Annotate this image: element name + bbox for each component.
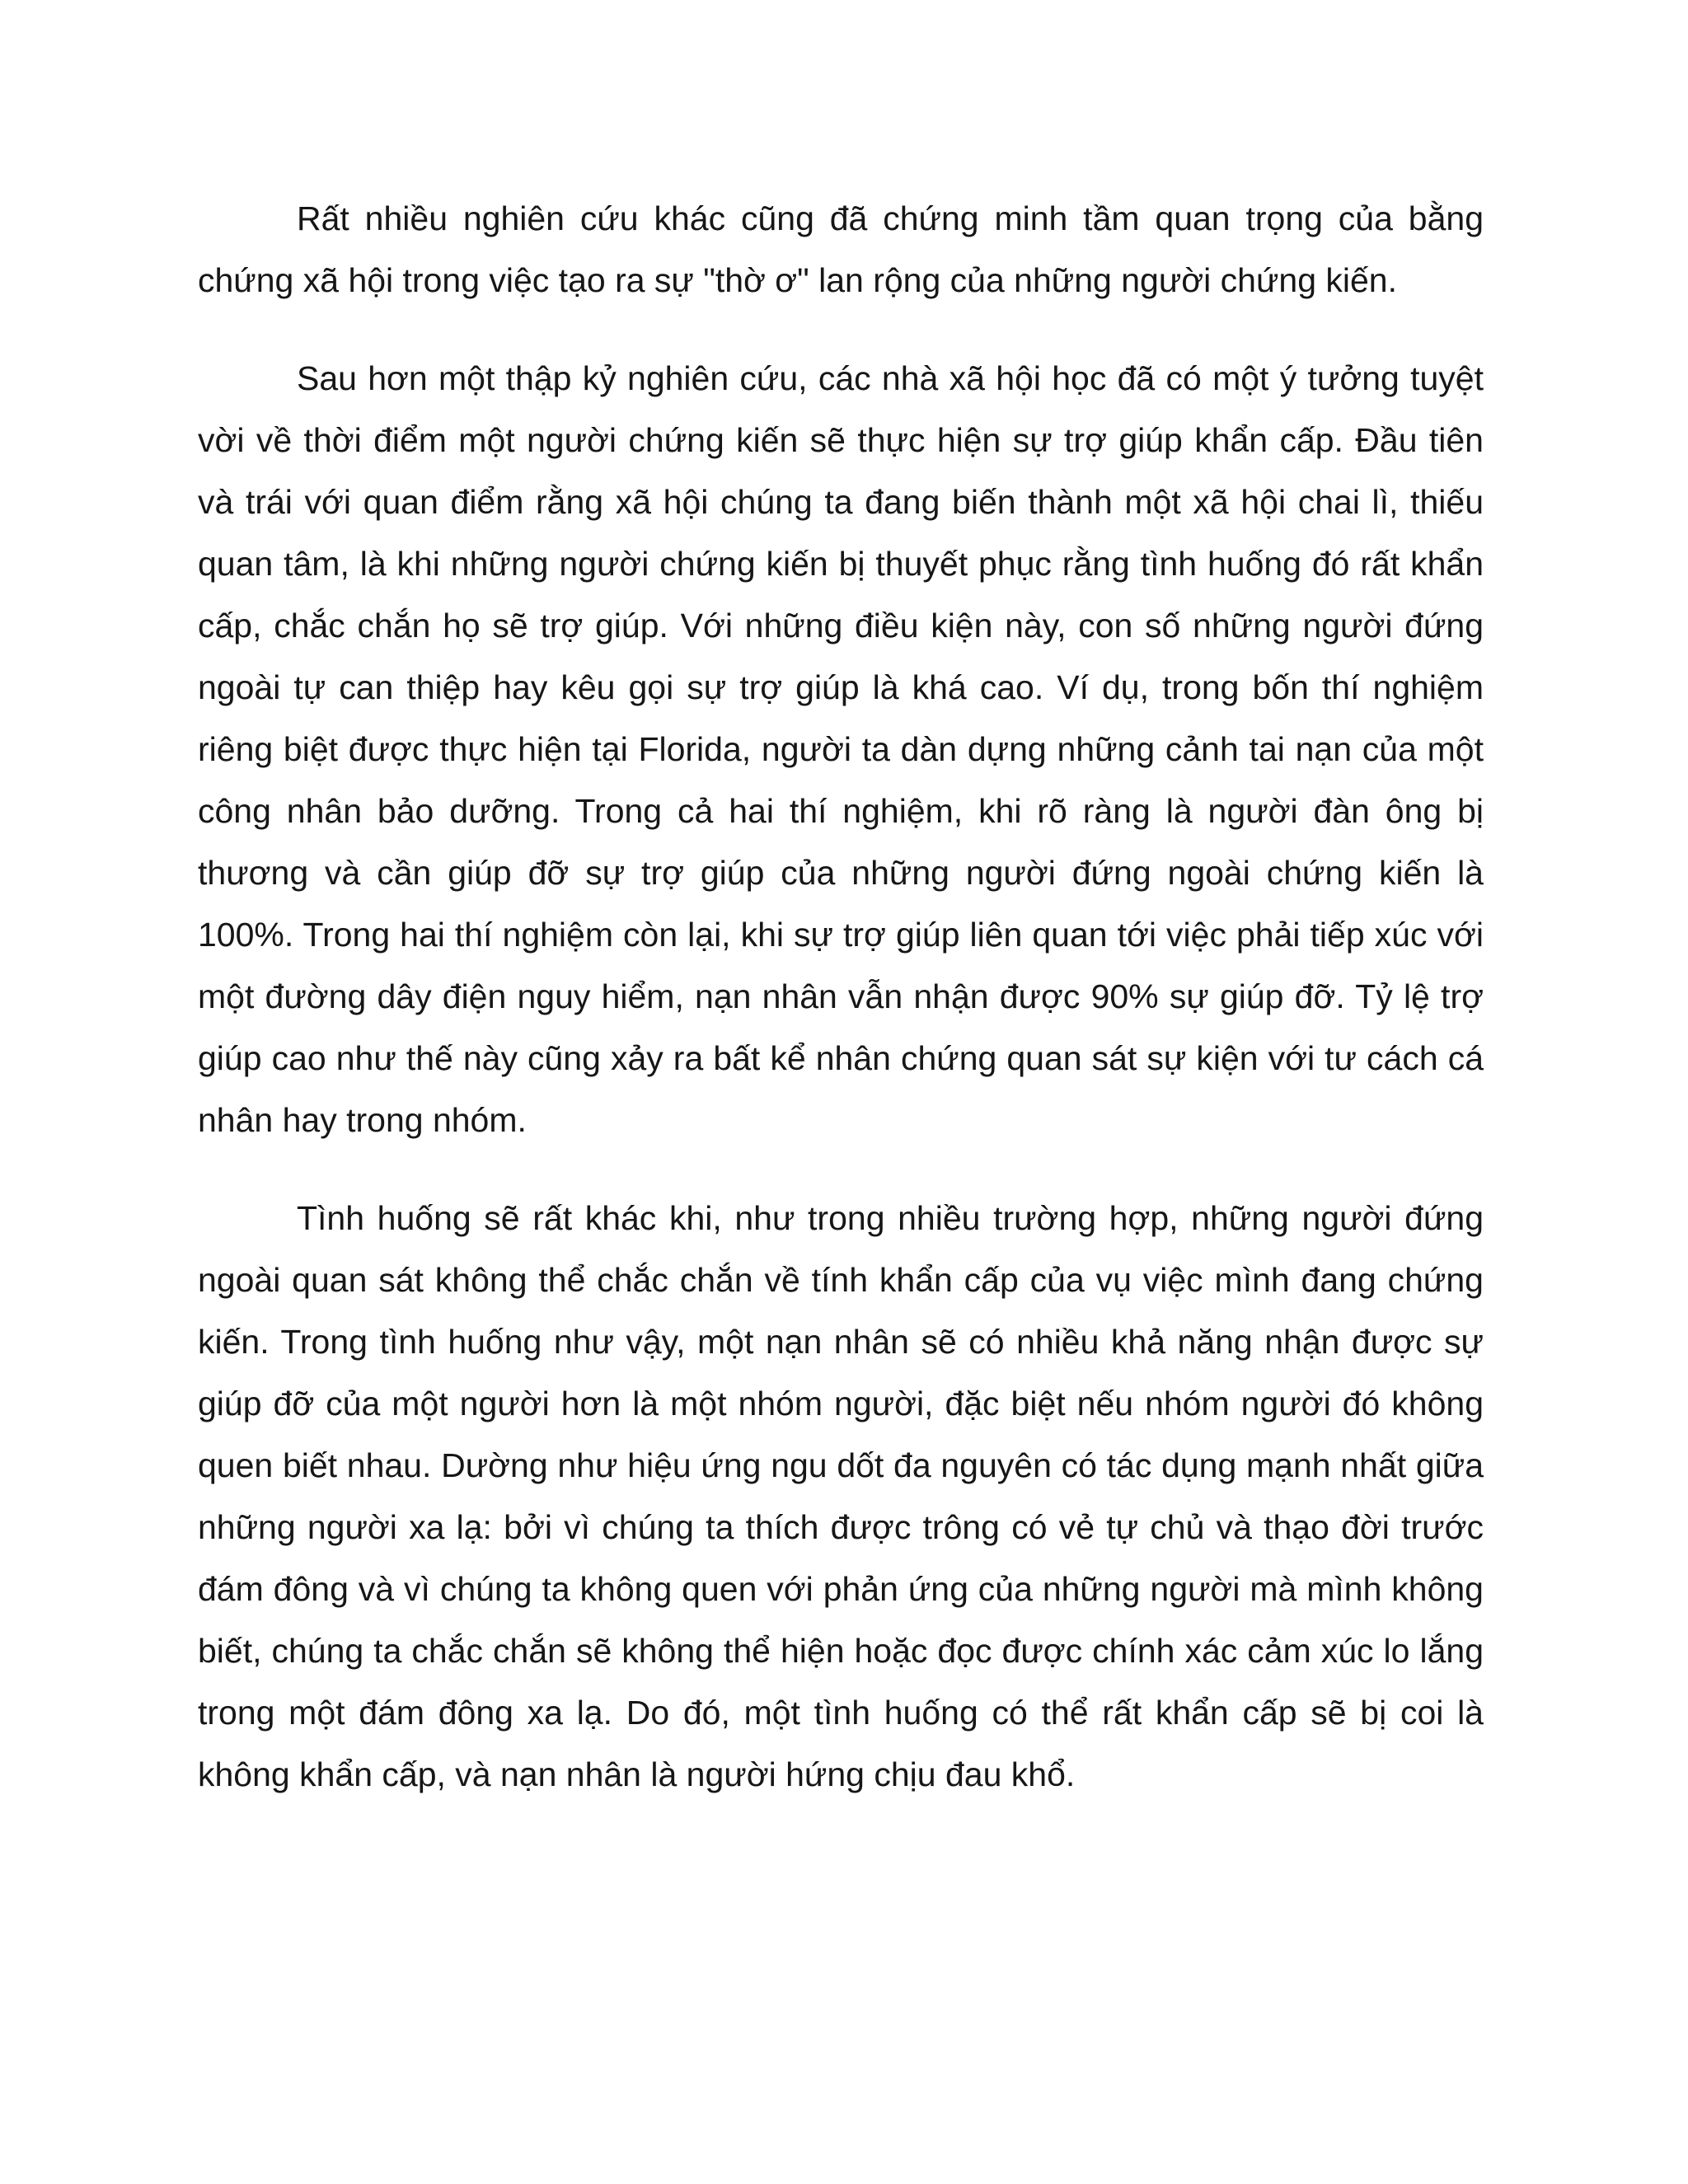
paragraph-social-proof-intro: Rất nhiều nghiên cứu khác cũng đã chứng minh tầm quan trọng của bằng chứng xã hội trong việc tạo ra sự "thờ ơ" lan rộng của những người chứng kiến. [198,199,1484,299]
paragraph-uncertain-emergency: Tình huống sẽ rất khác khi, như trong nhiều trường hợp, những người đứng ngoài quan sát không thể chắc chắn về tính khẩn cấp của vụ việc mình đang chứng kiến. Trong tình huống như vậy, một nạn nhân sẽ có nhiều khả năng nhận được sự giúp đỡ của một người hơn là một nhóm người, đặc biệt nếu nhóm người đó không quen biết nhau. Dường như hiệu ứng ngu dốt đa nguyên có tác dụng mạnh nhất giữa những người xa lạ: bởi vì chúng ta thích được trông có vẻ tự chủ và thạo đời trước đám đông và vì chúng ta không quen với phản ứng của những người mà mình không biết, chúng ta chắc chắn sẽ không thể hiện hoặc đọc được chính xác cảm xúc lo lắng trong một đám đông xa lạ. Do đó, một tình huống có thể rất khẩn cấp sẽ bị coi là không khẩn cấp, và nạn nhân là người hứng chịu đau khổ. [198,1199,1484,1793]
document-body [198,188,1484,1806]
paragraph-bystander-research: Sau hơn một thập kỷ nghiên cứu, các nhà xã hội học đã có một ý tưởng tuyệt vời về thời điểm một người chứng kiến sẽ thực hiện sự trợ giúp khẩn cấp. Đầu tiên và trái với quan điểm rằng xã hội chúng ta đang biến thành một xã hội chai lì, thiếu quan tâm, là khi những người chứng kiến bị thuyết phục rằng tình huống đó rất khẩn cấp, chắc chắn họ sẽ trợ giúp. Với những điều kiện này, con số những người đứng ngoài tự can thiệp hay kêu gọi sự trợ giúp là khá cao. Ví dụ, trong bốn thí nghiệm riêng biệt được thực hiện tại Florida, người ta dàn dựng những cảnh tai nạn của một công nhân bảo dưỡng. Trong cả hai thí nghiệm, khi rõ ràng là người đàn ông bị thương và cần giúp đỡ sự trợ giúp của những người đứng ngoài chứng kiến là 100%. Trong hai thí nghiệm còn lại, khi sự trợ giúp liên quan tới việc phải tiếp xúc với một đường dây điện nguy hiểm, nạn nhân vẫn nhận được 90% sự giúp đỡ. Tỷ lệ trợ giúp cao như thế này cũng xảy ra bất kể nhân chứng quan sát sự kiện với tư cách cá nhân hay trong nhóm. [198,359,1484,1139]
